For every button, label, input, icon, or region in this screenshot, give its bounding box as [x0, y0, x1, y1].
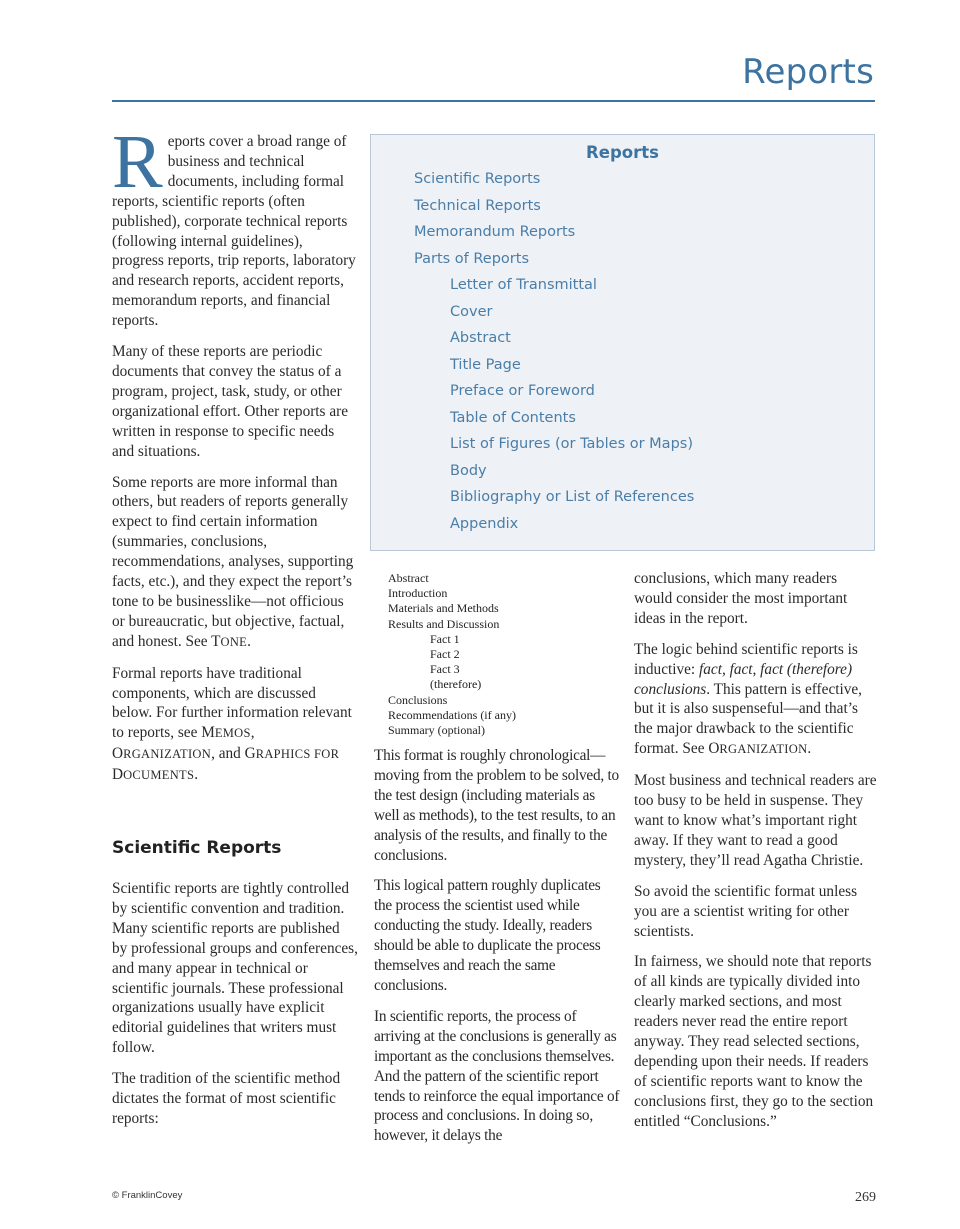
toc-item-parts-of-reports[interactable]: Parts of Reports — [414, 250, 529, 267]
intro-paragraph-3: Some reports are more informal than others, but readers of reports generally expect to find certain information (summaries, conclusions, recommendations, analyses, supporting facts, etc.), and they expect the report’s tone to be businesslike—not officious or bureaucratic, but objective, factual, and honest. See TONE. — [112, 473, 354, 650]
right-paragraph-3: Most business and technical readers are too busy to be held in suspense. They want to know what’s important right away. If they want to read a good mystery, they’ll read Agatha Christie. — [634, 772, 877, 869]
scientific-format-outline — [388, 571, 618, 738]
middle-column — [374, 746, 620, 1157]
outline-item: Introduction — [388, 586, 448, 601]
section-heading-scientific-reports: Scientific Reports — [112, 838, 282, 858]
right-column — [634, 569, 878, 1143]
cross-reference-graphics: G — [244, 745, 256, 763]
toc-item-title-page[interactable]: Title Page — [450, 356, 521, 373]
right-paragraph-2: The logic behind scientific reports is inductive: fact, fact, fact (therefore) conclusions. This pattern is effective, but it is also suspenseful—and that’s the major drawback to the scientific format. See ORGANIZATION. — [634, 640, 862, 758]
intro-paragraph-1: Reports cover a broad range of business and technical documents, including formal reports, scientific reports (often published), corporate technical reports (following internal guidelines), progress reports, trip reports, laboratory and research reports, accident reports, memorandum reports, and financial reports. — [112, 120, 356, 330]
toc-title: Reports — [586, 143, 659, 162]
cross-reference-tone: T — [211, 632, 221, 650]
toc-item-body[interactable]: Body — [450, 462, 487, 479]
outline-subitem: Fact 3 — [430, 662, 460, 677]
outline-item: Summary (optional) — [388, 723, 485, 738]
toc-item-cover[interactable]: Cover — [450, 303, 493, 320]
cross-reference-organization: O — [112, 745, 124, 763]
intro-column — [112, 120, 358, 797]
intro-paragraph-4: Formal reports have traditional components, which are discussed below. For further information relevant to reports, see MEMOS, ORGANIZATION, and GRAPHICS FOR DOCUMENTS. — [112, 664, 352, 784]
outline-item: Abstract — [388, 571, 429, 585]
toc-item-abstract[interactable]: Abstract — [450, 330, 511, 346]
toc-item-preface[interactable]: Preface or Foreword — [450, 383, 595, 399]
cross-reference-organization: O — [708, 740, 720, 758]
drop-cap: R — [112, 120, 163, 204]
footer-copyright: © FranklinCovey — [112, 1190, 183, 1201]
scientific-column — [112, 879, 358, 1140]
outline-subitem: (therefore) — [430, 677, 482, 692]
intro-paragraph-2: Many of these reports are periodic documents that convey the status of a program, project, task, study, or other organizational effort. Other reports are written in response to specific needs and situations. — [112, 343, 349, 460]
right-paragraph-4: So avoid the scientific format unless you are a scientist writing for other scientists. — [634, 882, 858, 940]
toc-item-list-of-figures[interactable]: List of Figures (or Tables or Maps) — [450, 436, 693, 452]
middle-paragraph-3: In scientific reports, the process of arriving at the conclusions is generally as important as the conclusions themselves. And the pattern of the scientific report tends to reinforce the equal importance of process and conclusions. In doing so, however, it delays the — [374, 1007, 620, 1145]
title-rule — [112, 100, 875, 102]
outline-item: Conclusions — [388, 692, 448, 707]
toc-item-letter-of-transmittal[interactable]: Letter of Transmittal — [450, 277, 597, 293]
cross-reference-memos: M — [201, 724, 215, 742]
reports-toc-box — [370, 134, 875, 551]
toc-item-memorandum-reports[interactable]: Memorandum Reports — [414, 224, 576, 240]
outline-item: Results and Discussion — [388, 616, 500, 631]
inductive-pattern-emphasis: fact, fact, fact (therefore) conclusions — [634, 660, 853, 698]
toc-item-bibliography[interactable]: Bibliography or List of References — [450, 489, 695, 505]
outline-subitem: Fact 1 — [430, 631, 460, 646]
toc-item-table-of-contents[interactable]: Table of Contents — [450, 409, 576, 426]
outline-subitem: Fact 2 — [430, 647, 460, 662]
middle-paragraph-1: This format is roughly chronological—moving from the problem to be solved, to the test design (including materials as well as methods), to the test results, to an analysis of the results, and finally to the conclusions. — [374, 747, 619, 864]
toc-item-scientific-reports[interactable]: Scientific Reports — [414, 171, 541, 187]
toc-item-appendix[interactable]: Appendix — [450, 515, 519, 532]
middle-paragraph-2: This logical pattern roughly duplicates the process the scientist used while conducting the study. Ideally, readers should be able to duplicate the process themselves and reach the same conclusions. — [374, 877, 601, 994]
right-paragraph-1: conclusions, which many readers would consider the most important ideas in the report. — [634, 570, 848, 627]
right-paragraph-5: In fairness, we should note that reports of all kinds are typically divided into clearly marked sections, and most readers never read the entire report anyway. They read selected sections, depending upon their needs. If readers of scientific reports want to know the conclusions first, they go to the section entitled “Conclusions.” — [634, 953, 874, 1130]
outline-item: Recommendations (if any) — [388, 707, 516, 722]
outline-item: Materials and Methods — [388, 601, 499, 616]
page-title: Reports — [742, 52, 874, 92]
page-number: 269 — [855, 1190, 876, 1205]
toc-item-technical-reports[interactable]: Technical Reports — [414, 197, 541, 214]
scientific-paragraph-1: Scientific reports are tightly controlled by scientific convention and tradition. Many scientific reports are published by professional groups and conferences, and many appear in technical or scientific journals. These professional organizations usually have explicit editorial guidelines that writers must follow. — [112, 880, 358, 1057]
scientific-paragraph-2: The tradition of the scientific method dictates the format of most scientific reports: — [112, 1070, 341, 1127]
